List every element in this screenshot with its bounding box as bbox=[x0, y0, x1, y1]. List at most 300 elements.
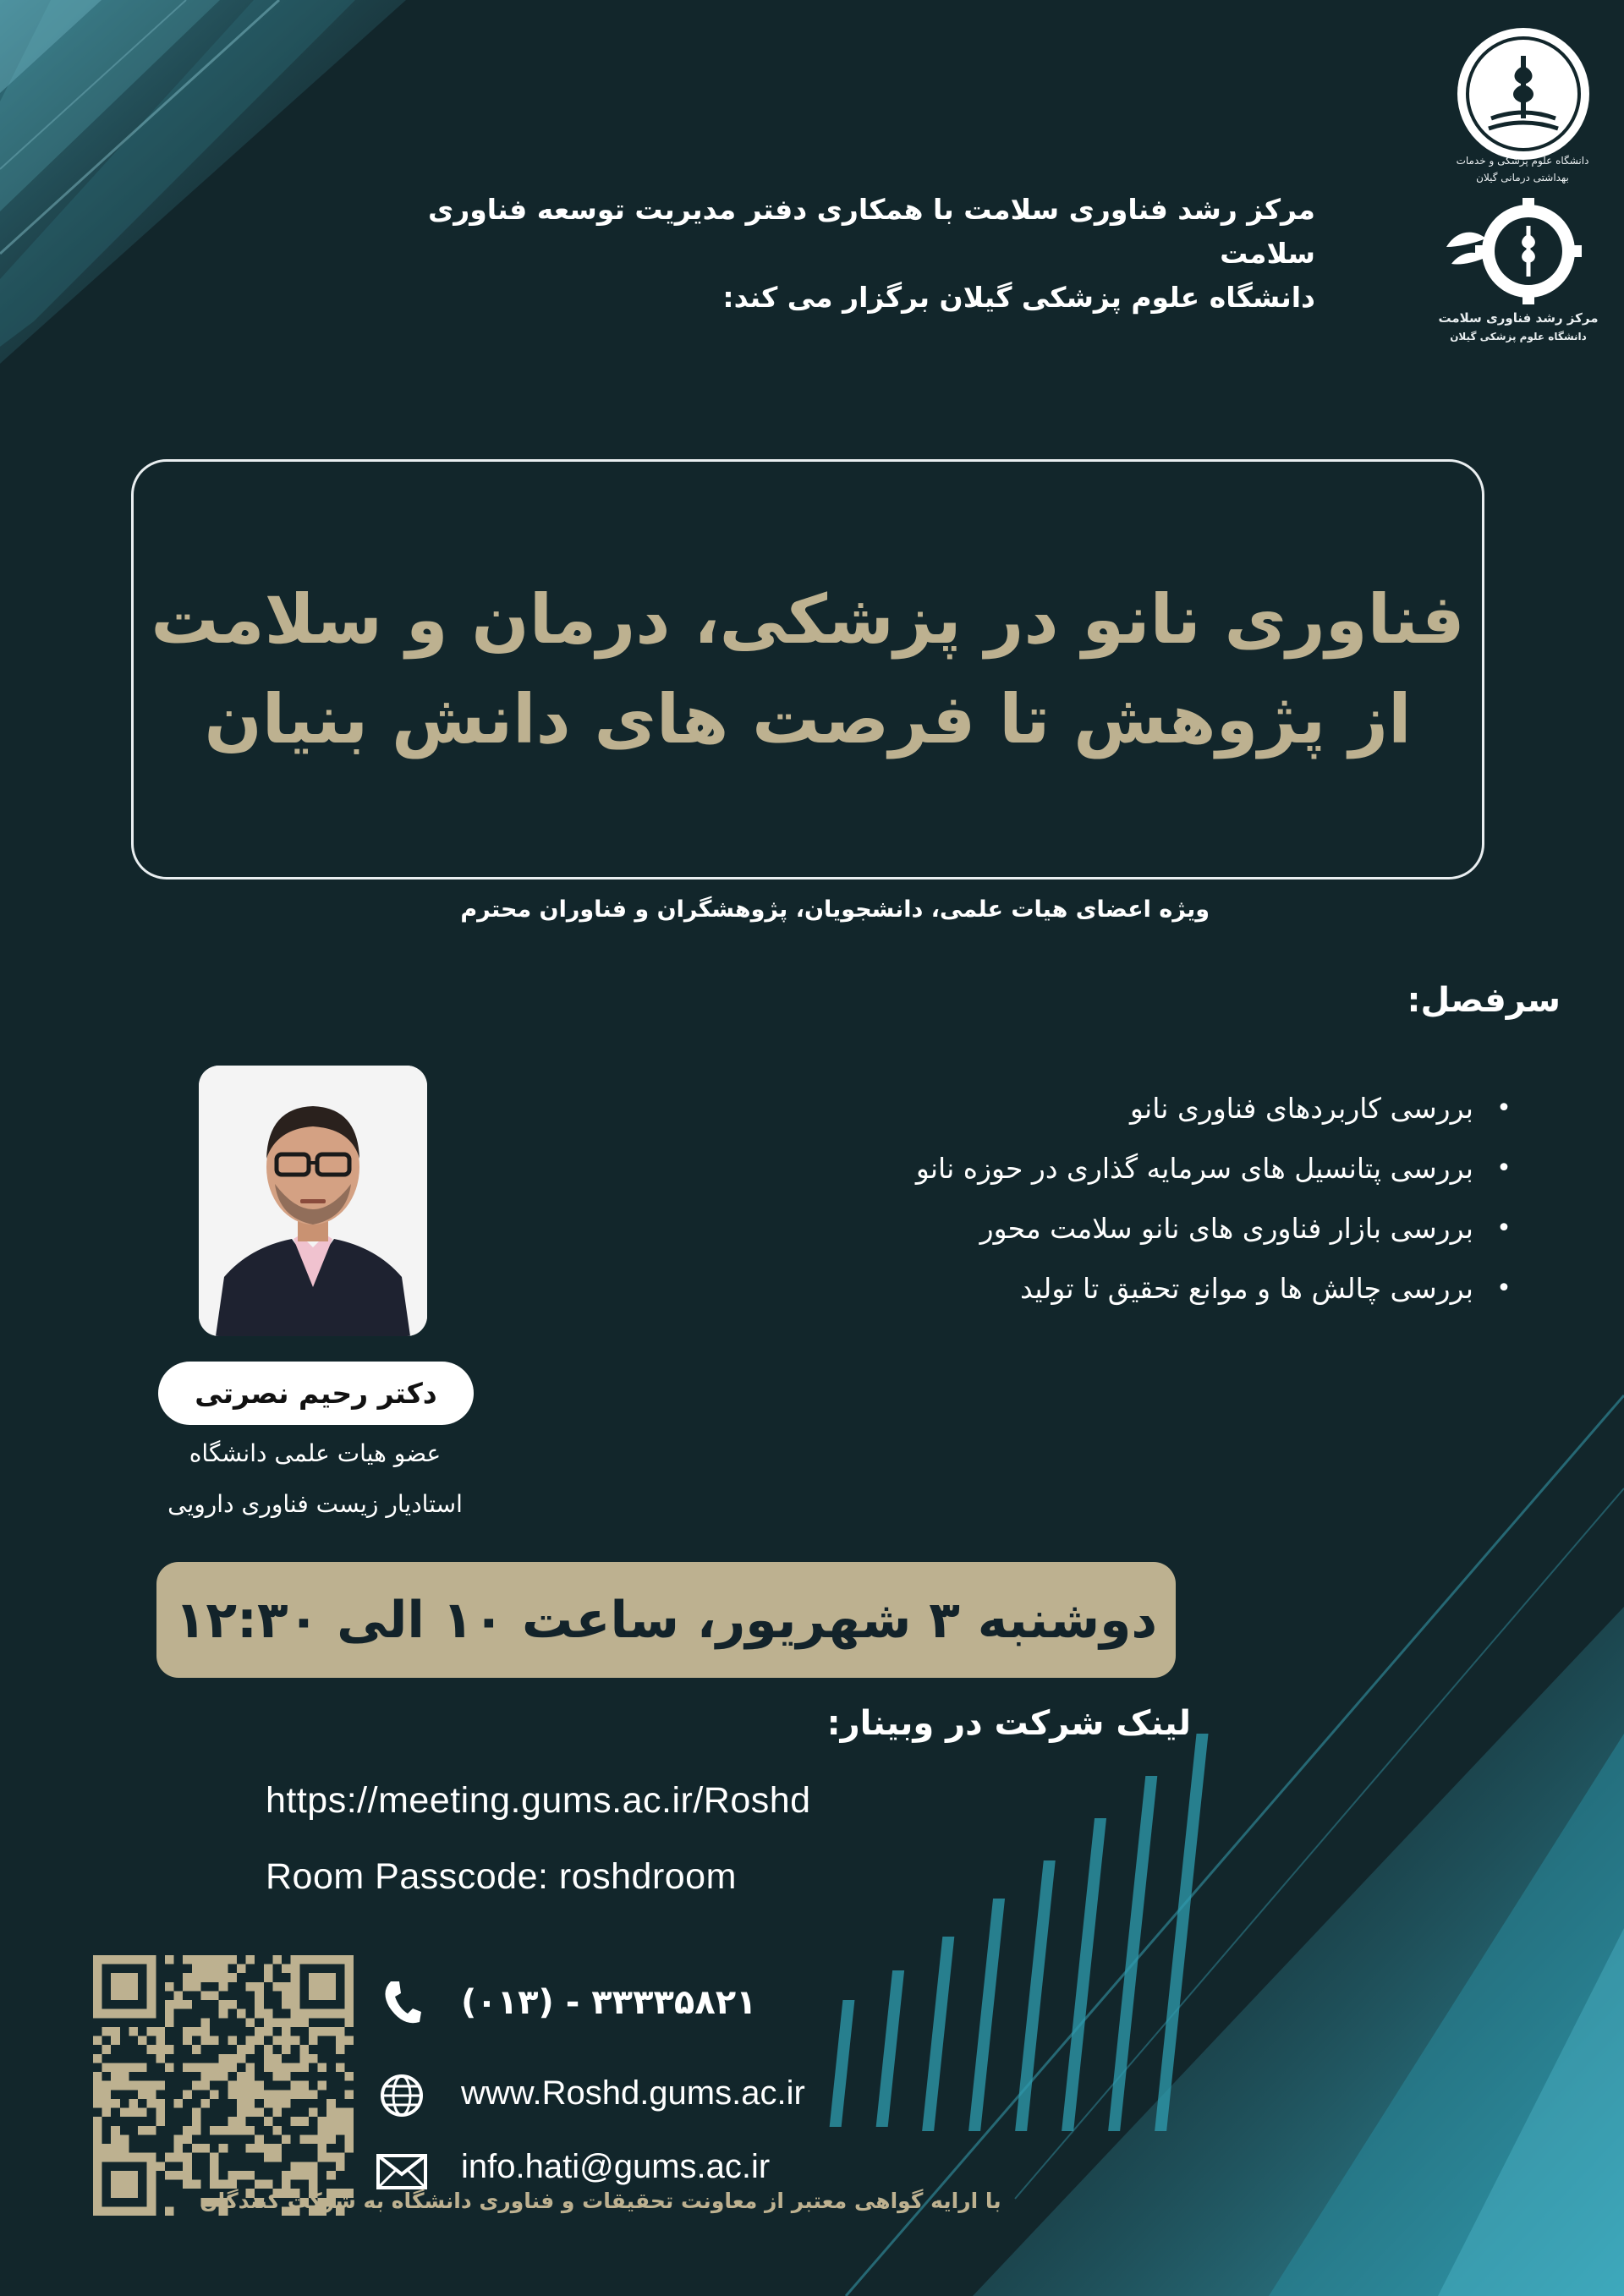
qr-module bbox=[318, 2144, 327, 2153]
qr-module bbox=[299, 2134, 309, 2144]
qr-module bbox=[183, 1973, 192, 1982]
bottom-right-bands bbox=[830, 1395, 1624, 2296]
qr-module bbox=[264, 2018, 273, 2027]
qr-module bbox=[326, 2171, 336, 2180]
incubator-caption-line2: دانشگاه علوم پزشکی گیلان bbox=[1450, 331, 1587, 342]
qr-module bbox=[299, 2117, 309, 2126]
qr-module bbox=[93, 2072, 102, 2081]
list-item bbox=[668, 1078, 1514, 1138]
qr-module bbox=[282, 2045, 291, 2054]
qr-module bbox=[282, 1982, 291, 1992]
qr-module bbox=[210, 1973, 219, 1982]
qr-module bbox=[147, 1982, 156, 1992]
qr-module bbox=[264, 1964, 273, 1974]
qr-module bbox=[318, 2027, 327, 2036]
qr-module bbox=[93, 1982, 102, 1992]
qr-module bbox=[156, 2099, 165, 2108]
qr-module bbox=[165, 2171, 174, 2180]
qr-module bbox=[156, 2045, 165, 2054]
qr-module bbox=[102, 2045, 112, 2054]
qr-module bbox=[200, 1964, 210, 1974]
qr-module bbox=[344, 2144, 354, 2153]
qr-module bbox=[93, 2054, 102, 2063]
qr-module bbox=[228, 2000, 237, 2009]
qr-module bbox=[183, 1955, 192, 1964]
qr-module bbox=[192, 2027, 201, 2036]
qr-module bbox=[246, 2090, 255, 2099]
qr-module bbox=[246, 2126, 255, 2135]
qr-module bbox=[147, 2099, 156, 2108]
qr-module bbox=[264, 2045, 273, 2054]
qr-module bbox=[192, 1982, 201, 1992]
qr-module bbox=[237, 2108, 246, 2118]
qr-module bbox=[291, 2171, 300, 2180]
qr-module bbox=[93, 2036, 102, 2046]
qr-module bbox=[318, 1973, 327, 1982]
qr-module bbox=[282, 1991, 291, 2000]
qr-module bbox=[120, 2081, 129, 2091]
qr-module bbox=[336, 2162, 345, 2171]
qr-module bbox=[282, 1964, 291, 1974]
qr-module bbox=[183, 2000, 192, 2009]
topics-list bbox=[668, 1078, 1514, 1318]
qr-module bbox=[246, 2144, 255, 2153]
qr-module bbox=[282, 2000, 291, 2009]
topic-text: بررسی کاربردهای فناوری نانو bbox=[1130, 1092, 1473, 1125]
qr-module bbox=[192, 1973, 201, 1982]
qr-module bbox=[272, 1955, 282, 1964]
event-title-line-2: از پژوهش تا فرصت های دانش بنیان bbox=[204, 679, 1412, 759]
qr-module bbox=[237, 1964, 246, 1974]
qr-module bbox=[344, 1955, 354, 1964]
qr-module bbox=[228, 1973, 237, 1982]
qr-module bbox=[246, 2045, 255, 2054]
qr-module bbox=[264, 2144, 273, 2153]
qr-module bbox=[219, 2180, 228, 2189]
qr-module bbox=[219, 2144, 228, 2153]
qr-module bbox=[147, 1973, 156, 1982]
qr-module bbox=[183, 2090, 192, 2099]
qr-module bbox=[138, 2081, 147, 2091]
qr-module bbox=[326, 2108, 336, 2118]
qr-module bbox=[200, 2018, 210, 2027]
qr-module bbox=[309, 1982, 318, 1992]
qr-module bbox=[129, 1991, 138, 2000]
room-passcode: Room Passcode: roshdroom bbox=[266, 1856, 737, 1897]
qr-module bbox=[192, 1964, 201, 1974]
qr-module bbox=[237, 2009, 246, 2019]
qr-module bbox=[264, 2063, 273, 2072]
incubator-gear-icon bbox=[1440, 196, 1592, 306]
qr-module bbox=[336, 2036, 345, 2046]
qr-module bbox=[111, 2144, 120, 2153]
webinar-url-link[interactable]: https://meeting.gums.ac.ir/Roshd bbox=[266, 1780, 811, 1821]
qr-module bbox=[237, 2090, 246, 2099]
qr-module bbox=[111, 2081, 120, 2091]
syllabus-heading: سرفصل: bbox=[1407, 981, 1561, 1020]
qr-module bbox=[291, 2063, 300, 2072]
audience-text: ویژه اعضای هیات علمی، دانشجویان، پژوهشگران و فناوران محترم bbox=[460, 896, 1210, 923]
qr-module bbox=[264, 2090, 273, 2099]
qr-module bbox=[138, 1955, 147, 1964]
qr-module bbox=[147, 2171, 156, 2180]
qr-module bbox=[237, 2117, 246, 2126]
qr-module bbox=[147, 1964, 156, 1974]
phone-number[interactable]: (۰۱۳) - ۳۳۳۳۵۸۲۱ bbox=[461, 1983, 757, 2022]
qr-module bbox=[93, 2162, 102, 2171]
qr-module bbox=[309, 2054, 318, 2063]
qr-module bbox=[344, 2126, 354, 2135]
qr-module bbox=[165, 2063, 174, 2072]
qr-module bbox=[219, 1982, 228, 1992]
qr-module bbox=[210, 1991, 219, 2000]
qr-module bbox=[192, 2144, 201, 2153]
qr-module bbox=[210, 1964, 219, 1974]
qr-module bbox=[264, 2117, 273, 2126]
qr-module bbox=[255, 2090, 264, 2099]
qr-module bbox=[102, 2099, 112, 2108]
qr-module bbox=[120, 2063, 129, 2072]
qr-module bbox=[147, 2162, 156, 2171]
qr-module bbox=[246, 2036, 255, 2046]
qr-module bbox=[318, 1982, 327, 1992]
qr-module bbox=[120, 1973, 129, 1982]
qr-module bbox=[165, 2018, 174, 2027]
qr-module bbox=[282, 2171, 291, 2180]
qr-module bbox=[344, 2009, 354, 2019]
qr-module bbox=[93, 1973, 102, 1982]
qr-module bbox=[111, 2153, 120, 2162]
qr-module bbox=[147, 2009, 156, 2019]
qr-module bbox=[93, 2099, 102, 2108]
qr-module bbox=[264, 2054, 273, 2063]
qr-module bbox=[299, 2081, 309, 2091]
qr-module bbox=[326, 1982, 336, 1992]
qr-module bbox=[93, 2000, 102, 2009]
qr-module bbox=[102, 2153, 112, 2162]
qr-module bbox=[344, 2036, 354, 2046]
qr-module bbox=[111, 2027, 120, 2036]
qr-module bbox=[309, 1991, 318, 2000]
speaker-portrait-icon bbox=[199, 1066, 427, 1336]
qr-module bbox=[272, 2108, 282, 2118]
organizer-line-2: دانشگاه علوم پزشکی گیلان برگزار می کند: bbox=[722, 281, 1315, 314]
organizer-line-1: مرکز رشد فناوری سلامت با همکاری دفتر مدیریت توسعه فناوری سلامت bbox=[428, 193, 1315, 270]
qr-module bbox=[93, 2153, 102, 2162]
qr-module bbox=[299, 2171, 309, 2180]
globe-icon bbox=[376, 2070, 427, 2121]
qr-module bbox=[336, 2063, 345, 2072]
qr-module bbox=[246, 2063, 255, 2072]
qr-module bbox=[336, 2153, 345, 2162]
qr-module bbox=[147, 2126, 156, 2135]
qr-module bbox=[282, 2090, 291, 2099]
qr-module bbox=[272, 2036, 282, 2046]
qr-module bbox=[219, 2063, 228, 2072]
qr-module bbox=[174, 2000, 184, 2009]
qr-code-icon[interactable] bbox=[93, 1955, 354, 2216]
qr-module bbox=[147, 2153, 156, 2162]
qr-module bbox=[111, 1982, 120, 1992]
qr-module bbox=[174, 2144, 184, 2153]
qr-module bbox=[129, 2027, 138, 2036]
qr-module bbox=[129, 2171, 138, 2180]
list-item bbox=[668, 1198, 1514, 1258]
qr-module bbox=[309, 2134, 318, 2144]
qr-module bbox=[210, 2090, 219, 2099]
qr-module bbox=[93, 1955, 102, 1964]
qr-module bbox=[237, 2171, 246, 2180]
qr-module bbox=[200, 2027, 210, 2036]
qr-module bbox=[344, 1964, 354, 1974]
qr-module bbox=[326, 2126, 336, 2135]
qr-module bbox=[246, 2171, 255, 2180]
qr-module bbox=[291, 2009, 300, 2019]
qr-module bbox=[309, 2090, 318, 2099]
qr-module bbox=[111, 2072, 120, 2081]
qr-module bbox=[326, 1991, 336, 2000]
qr-module bbox=[299, 2054, 309, 2063]
qr-module bbox=[264, 2027, 273, 2036]
qr-module bbox=[264, 2099, 273, 2108]
qr-module bbox=[138, 2153, 147, 2162]
qr-module bbox=[165, 2045, 174, 2054]
qr-module bbox=[246, 1955, 255, 1964]
email-link[interactable]: info.hati@gums.ac.ir bbox=[461, 2148, 771, 2185]
qr-module bbox=[282, 2072, 291, 2081]
qr-module bbox=[93, 2144, 102, 2153]
top-left-bands bbox=[0, 0, 406, 364]
event-title-line-1: فناوری نانو در پزشکی، درمان و سلامت bbox=[151, 579, 1465, 659]
qr-module bbox=[93, 2180, 102, 2189]
qr-module bbox=[291, 1955, 300, 1964]
qr-module bbox=[192, 2108, 201, 2118]
qr-module bbox=[318, 2009, 327, 2019]
qr-module bbox=[111, 2126, 120, 2135]
qr-module bbox=[299, 2063, 309, 2072]
qr-module bbox=[255, 2134, 264, 2144]
qr-module bbox=[129, 2009, 138, 2019]
speaker-photo bbox=[199, 1066, 427, 1336]
qr-module bbox=[183, 2063, 192, 2072]
qr-module bbox=[183, 2134, 192, 2144]
qr-module bbox=[156, 2162, 165, 2171]
qr-module bbox=[309, 1973, 318, 1982]
qr-module bbox=[120, 2072, 129, 2081]
qr-module bbox=[336, 2117, 345, 2126]
qr-module bbox=[102, 2063, 112, 2072]
qr-module bbox=[326, 2099, 336, 2108]
qr-module bbox=[228, 1955, 237, 1964]
qr-module bbox=[200, 2099, 210, 2108]
qr-module bbox=[120, 2108, 129, 2118]
qr-module bbox=[291, 2081, 300, 2091]
qr-module bbox=[138, 2063, 147, 2072]
qr-module bbox=[228, 2090, 237, 2099]
qr-module bbox=[129, 2099, 138, 2108]
qr-module bbox=[255, 2000, 264, 2009]
qr-module bbox=[210, 2036, 219, 2046]
qr-module bbox=[165, 2009, 174, 2019]
qr-module bbox=[228, 2081, 237, 2091]
qr-module bbox=[326, 2027, 336, 2036]
qr-module bbox=[111, 2063, 120, 2072]
qr-module bbox=[138, 2009, 147, 2019]
qr-module bbox=[120, 1982, 129, 1992]
qr-module bbox=[219, 2126, 228, 2135]
qr-module bbox=[219, 2000, 228, 2009]
qr-module bbox=[237, 2081, 246, 2091]
qr-module bbox=[120, 2153, 129, 2162]
qr-module bbox=[129, 1955, 138, 1964]
qr-module bbox=[200, 2036, 210, 2046]
qr-module bbox=[147, 2027, 156, 2036]
qr-module bbox=[129, 1973, 138, 1982]
qr-module bbox=[336, 1955, 345, 1964]
qr-module bbox=[282, 2036, 291, 2046]
qr-module bbox=[228, 2126, 237, 2135]
qr-module bbox=[291, 1991, 300, 2000]
qr-module bbox=[183, 2171, 192, 2180]
qr-module bbox=[156, 2081, 165, 2091]
qr-module bbox=[174, 2134, 184, 2144]
qr-module bbox=[156, 2027, 165, 2036]
qr-module bbox=[255, 2009, 264, 2019]
qr-module bbox=[129, 2081, 138, 2091]
qr-module bbox=[264, 2153, 273, 2162]
qr-module bbox=[344, 2117, 354, 2126]
qr-module bbox=[165, 2000, 174, 2009]
bullet-icon: • bbox=[1496, 1214, 1512, 1243]
qr-module bbox=[326, 2009, 336, 2019]
qr-module bbox=[255, 2081, 264, 2091]
qr-module bbox=[336, 2027, 345, 2036]
qr-module bbox=[111, 1991, 120, 2000]
qr-module bbox=[138, 2090, 147, 2099]
qr-module bbox=[120, 2171, 129, 2180]
qr-module bbox=[210, 1955, 219, 1964]
qr-module bbox=[210, 2072, 219, 2081]
qr-module bbox=[255, 2108, 264, 2118]
speaker-role-line-2: استادیار زیست فناوری دارویی bbox=[167, 1490, 463, 1518]
qr-module bbox=[129, 2180, 138, 2189]
qr-module bbox=[183, 2153, 192, 2162]
qr-module bbox=[255, 2036, 264, 2046]
qr-module bbox=[192, 2081, 201, 2091]
speaker-role-line-1: عضو هیات علمی دانشگاه bbox=[189, 1439, 442, 1467]
qr-module bbox=[120, 2009, 129, 2019]
qr-module bbox=[246, 2081, 255, 2091]
qr-module bbox=[272, 2072, 282, 2081]
qr-module bbox=[210, 2180, 219, 2189]
qr-module bbox=[228, 2036, 237, 2046]
qr-module bbox=[336, 2045, 345, 2054]
qr-module bbox=[326, 2117, 336, 2126]
qr-module bbox=[344, 1991, 354, 2000]
qr-module bbox=[219, 2072, 228, 2081]
qr-module bbox=[272, 2153, 282, 2162]
phone-icon bbox=[376, 1977, 427, 2028]
qr-module bbox=[299, 2045, 309, 2054]
qr-module bbox=[147, 1955, 156, 1964]
qr-module bbox=[291, 2090, 300, 2099]
qr-module bbox=[291, 2000, 300, 2009]
qr-module bbox=[219, 2009, 228, 2019]
qr-module bbox=[200, 1955, 210, 1964]
qr-module bbox=[102, 2081, 112, 2091]
qr-module bbox=[93, 2171, 102, 2180]
qr-module bbox=[111, 2009, 120, 2019]
bullet-icon: • bbox=[1496, 1274, 1512, 1303]
qr-module bbox=[282, 2134, 291, 2144]
speaker-name: دکتر رحیم نصرتی bbox=[158, 1362, 474, 1425]
qr-module bbox=[120, 1955, 129, 1964]
qr-module bbox=[93, 1964, 102, 1974]
qr-module bbox=[309, 2009, 318, 2019]
qr-module bbox=[192, 2063, 201, 2072]
qr-module bbox=[299, 2009, 309, 2019]
qr-module bbox=[318, 2081, 327, 2091]
qr-module bbox=[192, 2045, 201, 2054]
qr-module bbox=[291, 1973, 300, 1982]
qr-module bbox=[147, 2045, 156, 2054]
website-link[interactable]: www.Roshd.gums.ac.ir bbox=[461, 2074, 805, 2112]
bullet-icon: • bbox=[1496, 1093, 1512, 1123]
qr-module bbox=[318, 1955, 327, 1964]
qr-module bbox=[344, 2000, 354, 2009]
qr-module bbox=[272, 1982, 282, 1992]
qr-module bbox=[272, 2090, 282, 2099]
qr-module bbox=[344, 1982, 354, 1992]
qr-module bbox=[336, 2009, 345, 2019]
qr-module bbox=[111, 2134, 120, 2144]
topic-text: بررسی بازار فناوری های نانو سلامت محور bbox=[979, 1212, 1473, 1245]
qr-module bbox=[93, 2090, 102, 2099]
qr-module bbox=[102, 2027, 112, 2036]
qr-module bbox=[326, 1973, 336, 1982]
qr-module bbox=[156, 2117, 165, 2126]
qr-module bbox=[318, 2117, 327, 2126]
qr-module bbox=[282, 2018, 291, 2027]
qr-module bbox=[174, 1991, 184, 2000]
qr-module bbox=[336, 2126, 345, 2135]
qr-module bbox=[318, 2126, 327, 2135]
qr-module bbox=[210, 2063, 219, 2072]
qr-module bbox=[147, 2180, 156, 2189]
qr-module bbox=[102, 2009, 112, 2019]
qr-module bbox=[255, 2144, 264, 2153]
qr-module bbox=[344, 1973, 354, 1982]
qr-module bbox=[326, 1955, 336, 1964]
qr-module bbox=[120, 2134, 129, 2144]
qr-module bbox=[228, 2180, 237, 2189]
qr-module bbox=[318, 2153, 327, 2162]
qr-module bbox=[111, 2099, 120, 2108]
qr-module bbox=[291, 1982, 300, 1992]
topic-text: بررسی پتانسیل های سرمایه گذاری در حوزه نانو bbox=[915, 1152, 1473, 1185]
qr-module bbox=[228, 2063, 237, 2072]
qr-module bbox=[309, 2162, 318, 2171]
qr-module bbox=[120, 1991, 129, 2000]
qr-module bbox=[272, 2018, 282, 2027]
organizer-text bbox=[385, 188, 1315, 320]
qr-module bbox=[174, 2099, 184, 2108]
event-title-box bbox=[131, 459, 1484, 879]
qr-module bbox=[102, 2108, 112, 2118]
qr-module bbox=[93, 2081, 102, 2091]
qr-module bbox=[326, 2153, 336, 2162]
qr-module bbox=[111, 2180, 120, 2189]
